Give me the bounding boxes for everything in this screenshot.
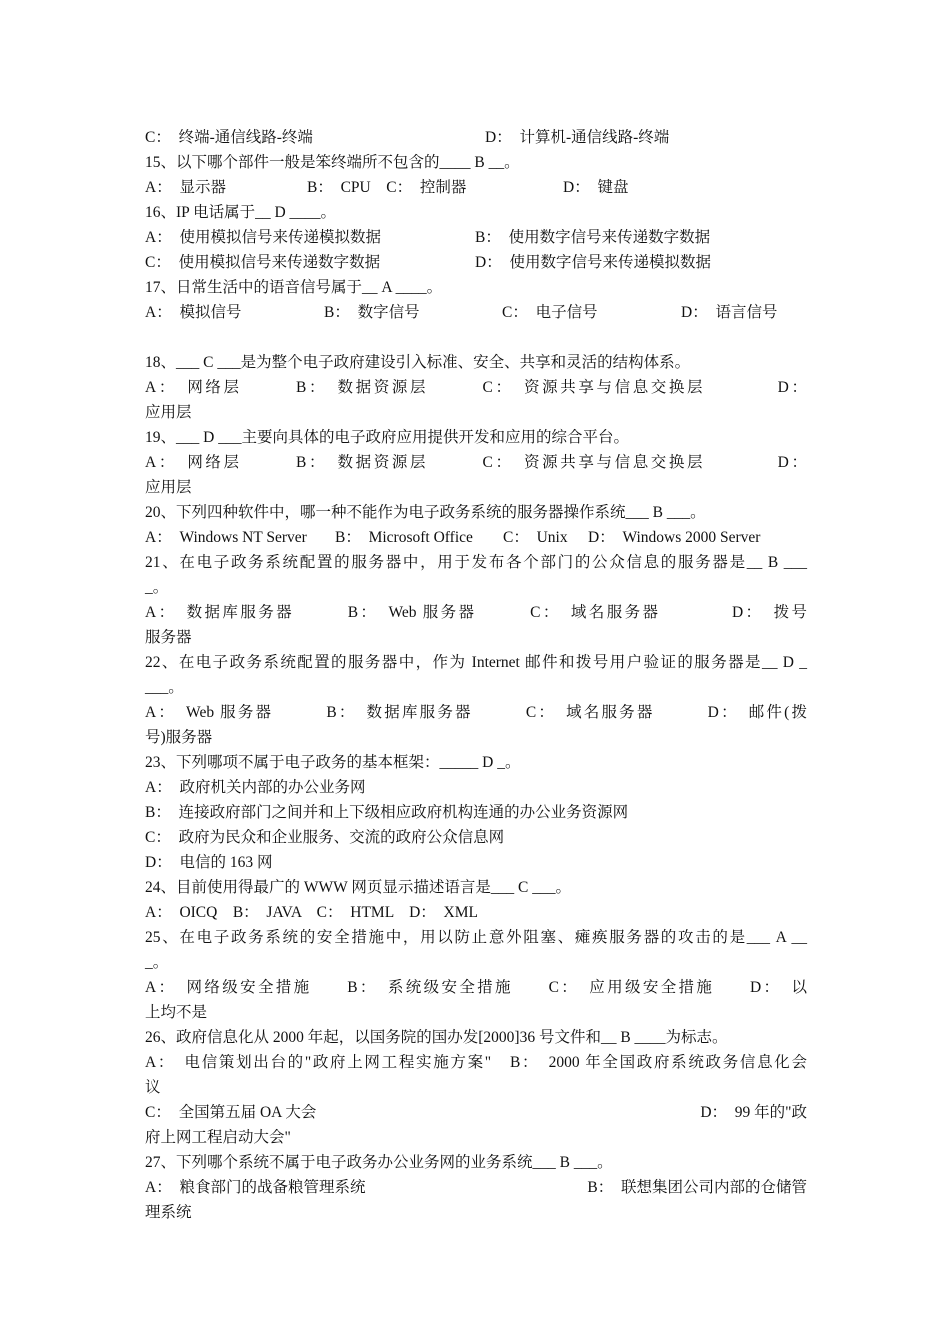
question-23: 23、下列哪项不属于电子政务的基本框架：_____ D _。 [145, 754, 521, 771]
options-line: A： OICQ B： JAVA C： HTML D： XML [145, 904, 478, 921]
option-continuation: 应用层 [145, 479, 192, 496]
option-continuation: 应用层 [145, 404, 192, 421]
option-c: C： 全国第五届 OA 大会 [145, 1104, 317, 1121]
question-continuation: _。 [145, 954, 169, 971]
option-d: D： 键盘 [563, 179, 629, 196]
question-21: 21、在电子政务系统配置的服务器中，用于发布各个部门的公众信息的服务器是__ B ___ [145, 554, 807, 571]
options-line [145, 175, 807, 200]
option-continuation: 服务器 [145, 629, 192, 646]
options-line [145, 525, 807, 550]
option-continuation: 上均不是 [145, 1004, 208, 1021]
question-22: 22、在电子政务系统配置的服务器中，作为 Internet 邮件和拨号用户验证的服务器是__ D _ [145, 654, 807, 671]
options-line: A： 电信策划出台的"政府上网工程实施方案" B： 2000 年全国政府系统政务信息化会 [145, 1054, 807, 1071]
question-18: 18、___ C ___是为整个电子政府建设引入标准、安全、共享和灵活的结构体系。 [145, 354, 691, 371]
question-20: 20、下列四种软件中，哪一种不能作为电子政务系统的服务器操作系统___ B ___。 [145, 504, 706, 521]
option-c: C： 电子信号 [502, 304, 598, 321]
options-line: A： 网络级安全措施 B： 系统级安全措施 C： 应用级安全措施 D： 以 [145, 979, 807, 996]
option-b: B： 连接政府部门之间并和上下级相应政府机构连通的办公业务资源网 [145, 804, 629, 821]
options-line: A： 网络层 B： 数据资源层 C： 资源共享与信息交换层 D： [145, 379, 807, 396]
question-continuation: _。 [145, 579, 169, 596]
options-line: A： Web 服务器 B： 数据库服务器 C： 域名服务器 D： 邮件(拨 [145, 704, 807, 721]
question-19: 19、___ D ___主要向具体的电子政府应用提供开发和应用的综合平台。 [145, 429, 629, 446]
options-line [145, 300, 807, 325]
options-line [145, 1175, 807, 1200]
question-24: 24、目前使用得最广的 WWW 网页显示描述语言是___ C ___。 [145, 879, 571, 896]
option-d: D： 99 年的"政 [700, 1104, 807, 1121]
option-a: A： 显示器 [145, 179, 226, 196]
option-d: D： 电信的 163 网 [145, 854, 273, 871]
option-a: A： 模拟信号 [145, 304, 242, 321]
option-continuation: 议 [145, 1079, 161, 1096]
options-line [145, 225, 807, 250]
options-line [145, 250, 807, 275]
option-a: A： 使用模拟信号来传递模拟数据 [145, 229, 381, 246]
question-15: 15、以下哪个部件一般是笨终端所不包含的____ B __。 [145, 154, 520, 171]
option-d: D： 使用数字信号来传递模拟数据 [475, 254, 711, 271]
options-line [145, 1100, 807, 1125]
option-continuation: 号)服务器 [145, 729, 213, 746]
option-b-c: B： CPU C： 控制器 [307, 179, 467, 196]
option-a: A： Windows NT Server [145, 529, 307, 546]
options-line: A： 数据库服务器 B： Web 服务器 C： 域名服务器 D： 拨号 [145, 604, 807, 621]
question-17: 17、日常生活中的语音信号属于__ A ____。 [145, 279, 443, 296]
option-b: B： 使用数字信号来传递数字数据 [475, 229, 711, 246]
option-continuation: 理系统 [145, 1204, 192, 1221]
option-c: C： Unix [503, 529, 568, 546]
question-27: 27、下列哪个系统不属于电子政务办公业务网的业务系统___ B ___。 [145, 1154, 613, 1171]
option-b: B： Microsoft Office [335, 529, 473, 546]
option-b: B： 联想集团公司内部的仓储管 [587, 1179, 807, 1196]
question-25: 25、在电子政务系统的安全措施中，用以防止意外阻塞、瘫痪服务器的攻击的是___ A __ [145, 929, 807, 946]
option-d: D： 计算机-通信线路-终端 [485, 129, 670, 146]
question-26: 26、政府信息化从 2000 年起，以国务院的国办发[2000]36 号文件和__ B ____为标志。 [145, 1029, 728, 1046]
text-line [145, 125, 807, 150]
option-d: D： Windows 2000 Server [588, 529, 761, 546]
option-a: A： 政府机关内部的办公业务网 [145, 779, 366, 796]
option-c: C： 使用模拟信号来传递数字数据 [145, 254, 381, 271]
option-c: C： 政府为民众和企业服务、交流的政府公众信息网 [145, 829, 505, 846]
option-b: B： 数字信号 [324, 304, 420, 321]
option-d: D： 语言信号 [681, 304, 778, 321]
options-line: A： 网络层 B： 数据资源层 C： 资源共享与信息交换层 D： [145, 454, 807, 471]
option-continuation: 府上网工程启动大会" [145, 1129, 291, 1146]
option-a: A： 粮食部门的战备粮管理系统 [145, 1179, 366, 1196]
question-16: 16、IP 电话属于__ D ____。 [145, 204, 337, 221]
question-continuation: ___。 [145, 679, 184, 696]
option-c: C： 终端-通信线路-终端 [145, 129, 313, 146]
